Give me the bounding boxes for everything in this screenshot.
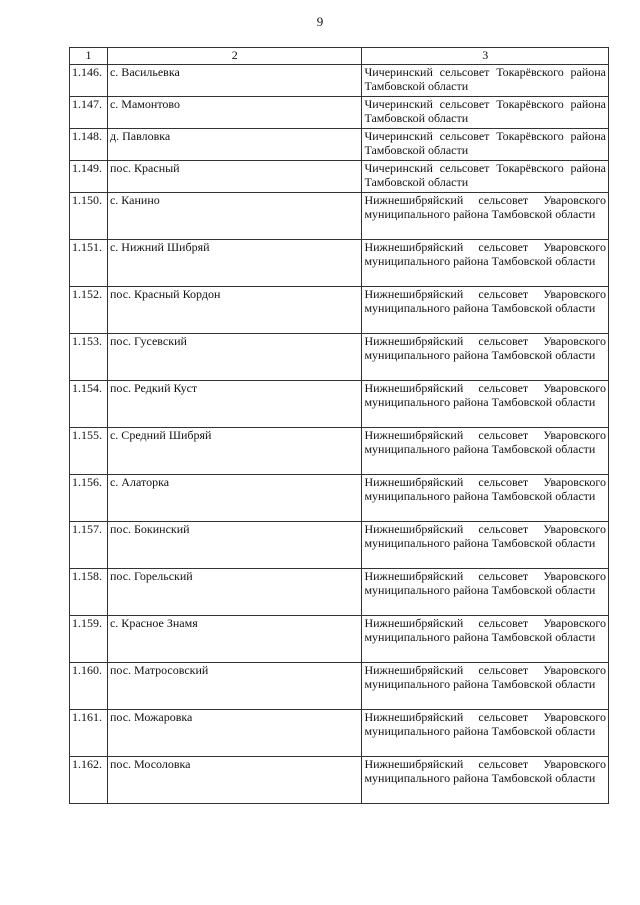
municipality-cell: Нижнешибряйский сельсовет Уваровского муниципального района Тамбовской области [362,428,609,475]
row-number-cell: 1.150. [70,193,108,240]
table-row [70,65,609,97]
row-number-cell: 1.159. [70,616,108,663]
row-number-cell: 1.161. [70,710,108,757]
row-number-cell: 1.154. [70,381,108,428]
table-row [70,757,609,804]
municipality-cell: Нижнешибряйский сельсовет Уваровского муниципального района Тамбовской области [362,663,609,710]
row-number-cell: 1.152. [70,287,108,334]
row-number-cell: 1.151. [70,240,108,287]
row-number-cell: 1.162. [70,757,108,804]
municipality-cell: Нижнешибряйский сельсовет Уваровского муниципального района Тамбовской области [362,381,609,428]
municipality-cell: Нижнешибряйский сельсовет Уваровского муниципального района Тамбовской области [362,475,609,522]
row-number-cell: 1.149. [70,161,108,193]
row-number-cell: 1.155. [70,428,108,475]
municipality-cell: Чичеринский сельсовет Токарёвского района Тамбовской области [362,97,609,129]
table-header-row [70,48,609,65]
row-number-cell: 1.148. [70,129,108,161]
column-header-2: 2 [107,48,361,65]
settlement-name-cell: с. Средний Шибряй [107,428,361,475]
municipality-cell: Нижнешибряйский сельсовет Уваровского муниципального района Тамбовской области [362,334,609,381]
table-row [70,193,609,240]
settlement-name-cell: пос. Красный Кордон [107,287,361,334]
table-row [70,381,609,428]
table-row [70,569,609,616]
municipality-cell: Нижнешибряйский сельсовет Уваровского муниципального района Тамбовской области [362,287,609,334]
settlement-name-cell: с. Нижний Шибряй [107,240,361,287]
table-row [70,428,609,475]
settlements-table [69,47,609,804]
municipality-cell: Нижнешибряйский сельсовет Уваровского муниципального района Тамбовской области [362,710,609,757]
row-number-cell: 1.156. [70,475,108,522]
table-row [70,616,609,663]
row-number-cell: 1.146. [70,65,108,97]
row-number-cell: 1.160. [70,663,108,710]
municipality-cell: Чичеринский сельсовет Токарёвского района Тамбовской области [362,129,609,161]
row-number-cell: 1.147. [70,97,108,129]
settlement-name-cell: с. Красное Знамя [107,616,361,663]
municipality-cell: Нижнешибряйский сельсовет Уваровского муниципального района Тамбовской области [362,522,609,569]
settlement-name-cell: с. Алаторка [107,475,361,522]
municipality-cell: Нижнешибряйский сельсовет Уваровского муниципального района Тамбовской области [362,193,609,240]
table-row [70,287,609,334]
settlement-name-cell: пос. Можаровка [107,710,361,757]
table-row [70,522,609,569]
settlement-name-cell: пос. Красный [107,161,361,193]
row-number-cell: 1.157. [70,522,108,569]
settlement-name-cell: пос. Мосоловка [107,757,361,804]
settlement-name-cell: пос. Горельский [107,569,361,616]
settlement-name-cell: пос. Гусевский [107,334,361,381]
table-row [70,240,609,287]
table-row [70,129,609,161]
page-number: 9 [316,14,324,29]
table-row [70,663,609,710]
settlement-name-cell: д. Павловка [107,129,361,161]
settlement-name-cell: пос. Бокинский [107,522,361,569]
table-row [70,334,609,381]
column-header-1: 1 [70,48,108,65]
table-row [70,475,609,522]
settlement-name-cell: с. Канино [107,193,361,240]
table-body [70,65,609,804]
settlement-name-cell: с. Мамонтово [107,97,361,129]
column-header-3: 3 [362,48,609,65]
row-number-cell: 1.153. [70,334,108,381]
settlement-name-cell: пос. Матросовский [107,663,361,710]
row-number-cell: 1.158. [70,569,108,616]
municipality-cell: Нижнешибряйский сельсовет Уваровского муниципального района Тамбовской области [362,569,609,616]
settlement-name-cell: пос. Редкий Куст [107,381,361,428]
settlement-name-cell: с. Васильевка [107,65,361,97]
municipality-cell: Нижнешибряйский сельсовет Уваровского муниципального района Тамбовской области [362,616,609,663]
table-row [70,97,609,129]
municipality-cell: Чичеринский сельсовет Токарёвского района Тамбовской области [362,65,609,97]
municipality-cell: Чичеринский сельсовет Токарёвского района Тамбовской области [362,161,609,193]
municipality-cell: Нижнешибряйский сельсовет Уваровского муниципального района Тамбовской области [362,240,609,287]
municipality-cell: Нижнешибряйский сельсовет Уваровского муниципального района Тамбовской области [362,757,609,804]
table-row [70,161,609,193]
table-row [70,710,609,757]
